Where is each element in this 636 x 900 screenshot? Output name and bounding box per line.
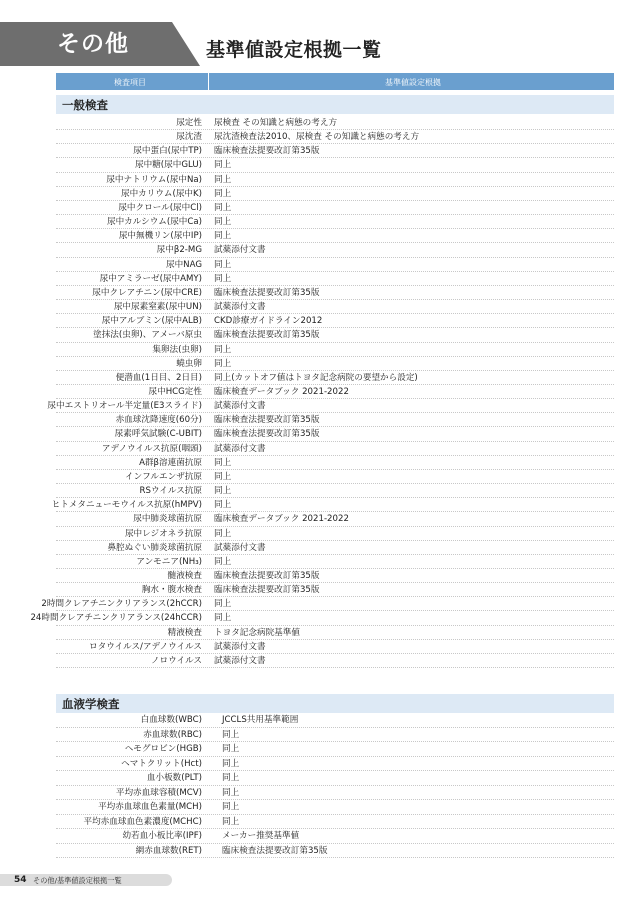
table-row bbox=[56, 829, 614, 844]
table-row bbox=[56, 229, 614, 243]
column-header-item: 検査項目 bbox=[114, 78, 146, 87]
test-item-name: 尿中レジオネラ抗原 bbox=[124, 528, 202, 539]
table-row bbox=[56, 555, 614, 569]
table-row bbox=[56, 771, 614, 786]
table-row bbox=[56, 800, 614, 815]
table-row bbox=[56, 300, 614, 314]
reference-basis: 同上 bbox=[222, 802, 240, 812]
table-row bbox=[56, 116, 614, 130]
reference-basis: 同上 bbox=[214, 471, 232, 482]
test-item-name: 尿定性 bbox=[176, 118, 202, 128]
table-row bbox=[56, 427, 614, 441]
reference-basis: 同上 bbox=[214, 457, 232, 468]
test-item-name: 赤血球数(RBC) bbox=[143, 729, 202, 740]
section-title: 血液学検査 bbox=[62, 697, 120, 711]
reference-basis: CKD診療ガイドライン2012 bbox=[214, 316, 323, 327]
test-item-name: 髄液検査 bbox=[167, 571, 202, 581]
table-row bbox=[56, 757, 614, 772]
reference-basis: 同上 bbox=[214, 202, 232, 213]
table-row bbox=[56, 130, 614, 144]
test-item-name: 尿中クロール(尿中Cl) bbox=[118, 202, 202, 213]
column-header-basis: 基準値設定根拠 bbox=[385, 78, 441, 87]
test-item-name: ヘマトクリット(Hct) bbox=[121, 758, 202, 769]
table-row bbox=[56, 413, 614, 427]
test-item-name: 尿中蛋白(尿中TP) bbox=[133, 146, 202, 157]
table-row bbox=[56, 815, 614, 830]
table-row bbox=[56, 187, 614, 201]
test-item-name: 平均赤血球血色素量(MCH) bbox=[98, 802, 202, 812]
table-row bbox=[56, 328, 614, 342]
reference-basis: 臨床検査データブック 2021-2022 bbox=[214, 386, 349, 397]
reference-basis: 試薬添付文書 bbox=[214, 401, 266, 412]
reference-basis: 臨床検査法提要改訂第35版 bbox=[214, 585, 320, 596]
test-item-name: 尿中無機リン(尿中IP) bbox=[118, 231, 202, 242]
reference-basis: 同上 bbox=[214, 613, 232, 624]
table-row bbox=[56, 728, 614, 743]
row-divider bbox=[56, 857, 614, 858]
table-row bbox=[51, 498, 614, 512]
column-divider bbox=[208, 73, 209, 90]
table-row bbox=[56, 786, 614, 801]
reference-basis: 試薬添付文書 bbox=[214, 443, 266, 454]
test-item-name: ロタウイルス/アデノウイルス bbox=[89, 641, 202, 652]
test-item-name: 尿中カリウム(尿中K) bbox=[120, 188, 202, 199]
reference-basis: トヨタ記念病院基準値 bbox=[214, 627, 300, 638]
test-item-name: 赤血球沈降速度(60分) bbox=[115, 415, 202, 426]
test-item-name: 尿中糖(尿中GLU) bbox=[135, 160, 202, 171]
page-title: 基準値設定根拠一覧 bbox=[206, 39, 382, 61]
reference-basis: 同上 bbox=[214, 500, 232, 511]
test-item-name: 尿中エストリオール半定量(E3スライド) bbox=[47, 401, 202, 412]
reference-basis: 臨床検査法提要改訂第35版 bbox=[214, 287, 320, 298]
reference-basis: 臨床検査法提要改訂第35版 bbox=[214, 415, 320, 426]
test-item-name: ヒトメタニューモウイルス抗原(hMPV) bbox=[51, 500, 202, 511]
reference-basis: 同上 bbox=[214, 599, 232, 610]
test-item-name: 平均赤血球血色素濃度(MCHC) bbox=[83, 816, 202, 827]
test-item-name: 尿中クレアチニン(尿中CRE) bbox=[92, 287, 202, 298]
reference-basis: 同上(カットオフ値はトヨタ記念病院の要望から設定) bbox=[214, 372, 418, 383]
reference-basis: 臨床検査法提要改訂第35版 bbox=[214, 429, 320, 440]
test-item-name: 網赤血球数(RET) bbox=[135, 845, 202, 856]
test-item-name: 24時間クレアチニンクリアランス(24hCCR) bbox=[30, 613, 202, 624]
hematology-test-rows bbox=[56, 713, 614, 858]
table-row bbox=[56, 385, 614, 399]
test-item-name: アンモニア(NH₃) bbox=[136, 556, 202, 567]
table-row bbox=[56, 158, 614, 172]
reference-basis: 同上 bbox=[214, 188, 232, 199]
table-row bbox=[56, 215, 614, 229]
table-row bbox=[56, 144, 614, 158]
table-row bbox=[56, 173, 614, 187]
table-row bbox=[56, 844, 614, 859]
reference-basis: 同上 bbox=[214, 486, 232, 497]
section-header-hematology bbox=[56, 694, 614, 713]
section-header-general bbox=[56, 95, 614, 114]
row-divider bbox=[56, 667, 614, 668]
test-item-name: 尿中アルブミン(尿中ALB) bbox=[101, 316, 202, 327]
reference-basis: 臨床検査法提要改訂第35版 bbox=[222, 845, 328, 856]
test-item-name: 尿中ナトリウム(尿中Na) bbox=[106, 174, 202, 185]
reference-basis: JCCLS共用基準範囲 bbox=[222, 715, 299, 725]
test-item-name: A群β溶連菌抗原 bbox=[139, 457, 202, 468]
page-number: 54 bbox=[14, 875, 27, 885]
test-item-name: 蟯虫卵 bbox=[176, 358, 202, 369]
reference-basis: メーカー推奨基準値 bbox=[222, 831, 300, 841]
test-item-name: 便潜血(1日目、2日目) bbox=[115, 372, 202, 383]
table-row bbox=[56, 654, 614, 668]
reference-basis: 尿沈渣検査法2010、尿検査 その知識と病態の考え方 bbox=[214, 132, 420, 143]
test-item-name: 尿中肺炎球菌抗原 bbox=[133, 514, 202, 525]
reference-basis: 同上 bbox=[214, 344, 232, 355]
test-item-name: 血小板数(PLT) bbox=[146, 773, 202, 783]
reference-basis: 同上 bbox=[222, 816, 240, 827]
reference-basis: 同上 bbox=[214, 273, 232, 284]
reference-basis: 尿検査 その知識と病態の考え方 bbox=[214, 118, 338, 128]
table-row bbox=[56, 512, 614, 526]
test-item-name: ノロウイルス bbox=[150, 655, 202, 666]
test-item-name: ヘモグロビン(HGB) bbox=[124, 744, 202, 754]
reference-basis: 同上 bbox=[214, 528, 232, 539]
table-row bbox=[30, 611, 614, 625]
section-title: 一般検査 bbox=[62, 98, 108, 112]
reference-basis: 同上 bbox=[214, 259, 232, 270]
table-row bbox=[56, 640, 614, 654]
reference-basis: 試薬添付文書 bbox=[214, 302, 266, 313]
test-item-name: 尿中カルシウム(尿中Ca) bbox=[106, 217, 202, 228]
test-item-name: 胸水・腹水検査 bbox=[141, 585, 202, 596]
table-row bbox=[41, 597, 614, 611]
reference-basis: 試薬添付文書 bbox=[214, 655, 266, 666]
table-row bbox=[56, 442, 614, 456]
table-row bbox=[56, 569, 614, 583]
reference-basis: 同上 bbox=[214, 217, 232, 228]
table-row bbox=[56, 371, 614, 385]
reference-basis: 同上 bbox=[222, 758, 240, 769]
table-row bbox=[56, 742, 614, 757]
table-row bbox=[56, 470, 614, 484]
table-column-header bbox=[56, 73, 614, 90]
table-row bbox=[56, 343, 614, 357]
table-row bbox=[56, 272, 614, 286]
reference-basis: 同上 bbox=[214, 174, 232, 185]
test-item-name: 幼若血小板比率(IPF) bbox=[122, 831, 202, 841]
test-item-name: RSウイルス抗原 bbox=[139, 486, 202, 497]
test-item-name: 尿中β2-MG bbox=[156, 245, 202, 256]
reference-basis: 同上 bbox=[222, 773, 240, 783]
test-item-name: 尿沈渣 bbox=[176, 132, 202, 143]
reference-basis: 同上 bbox=[214, 160, 232, 171]
table-row bbox=[56, 484, 614, 498]
test-item-name: 尿中HCG定性 bbox=[148, 386, 202, 397]
reference-basis: 試薬添付文書 bbox=[214, 641, 266, 652]
reference-basis: 同上 bbox=[222, 729, 240, 740]
section-tab-label: その他 bbox=[57, 31, 129, 57]
test-item-name: 尿中NAG bbox=[165, 259, 202, 270]
reference-basis: 同上 bbox=[222, 787, 240, 798]
table-row bbox=[56, 626, 614, 640]
test-item-name: 尿中アミラーゼ(尿中AMY) bbox=[99, 273, 202, 284]
table-row bbox=[56, 201, 614, 215]
reference-basis: 臨床検査法提要改訂第35版 bbox=[214, 330, 320, 341]
reference-basis: 同上 bbox=[222, 744, 240, 754]
table-row bbox=[56, 527, 614, 541]
reference-basis: 試薬添付文書 bbox=[214, 245, 266, 256]
test-item-name: 2時間クレアチニンクリアランス(2hCCR) bbox=[41, 599, 202, 610]
reference-basis: 同上 bbox=[214, 358, 232, 369]
reference-basis: 同上 bbox=[214, 231, 232, 242]
test-item-name: 鼻腔ぬぐい肺炎球菌抗原 bbox=[107, 542, 202, 553]
table-row bbox=[56, 541, 614, 555]
table-row bbox=[56, 286, 614, 300]
table-row bbox=[56, 258, 614, 272]
table-row bbox=[56, 456, 614, 470]
table-row bbox=[56, 713, 614, 728]
reference-basis: 同上 bbox=[214, 556, 232, 567]
test-item-name: 白血球数(WBC) bbox=[140, 715, 202, 725]
table-row bbox=[56, 314, 614, 328]
reference-basis: 臨床検査法提要改訂第35版 bbox=[214, 146, 320, 157]
reference-basis: 臨床検査データブック 2021-2022 bbox=[214, 514, 349, 525]
table-row bbox=[56, 357, 614, 371]
test-item-name: 集卵法(虫卵) bbox=[152, 344, 202, 355]
test-item-name: 平均赤血球容積(MCV) bbox=[115, 787, 202, 798]
footer-text: その他/基準値設定根拠一覧 bbox=[33, 876, 122, 885]
test-item-name: インフルエンザ抗原 bbox=[124, 471, 202, 482]
table-row bbox=[56, 583, 614, 597]
reference-basis: 臨床検査法提要改訂第35版 bbox=[214, 571, 320, 581]
test-item-name: 尿素呼気試験(C-UBIT) bbox=[114, 429, 202, 440]
table-row bbox=[56, 243, 614, 257]
test-item-name: 尿中尿素窒素(尿中UN) bbox=[113, 302, 202, 313]
table-row bbox=[47, 399, 614, 413]
test-item-name: アデノウイルス抗原(咽頭) bbox=[101, 443, 202, 454]
test-item-name: 精液検査 bbox=[167, 627, 202, 638]
general-test-rows bbox=[30, 116, 614, 668]
reference-basis: 試薬添付文書 bbox=[214, 542, 266, 553]
test-item-name: 塗抹法(虫卵)、アメーバ原虫 bbox=[93, 330, 202, 341]
